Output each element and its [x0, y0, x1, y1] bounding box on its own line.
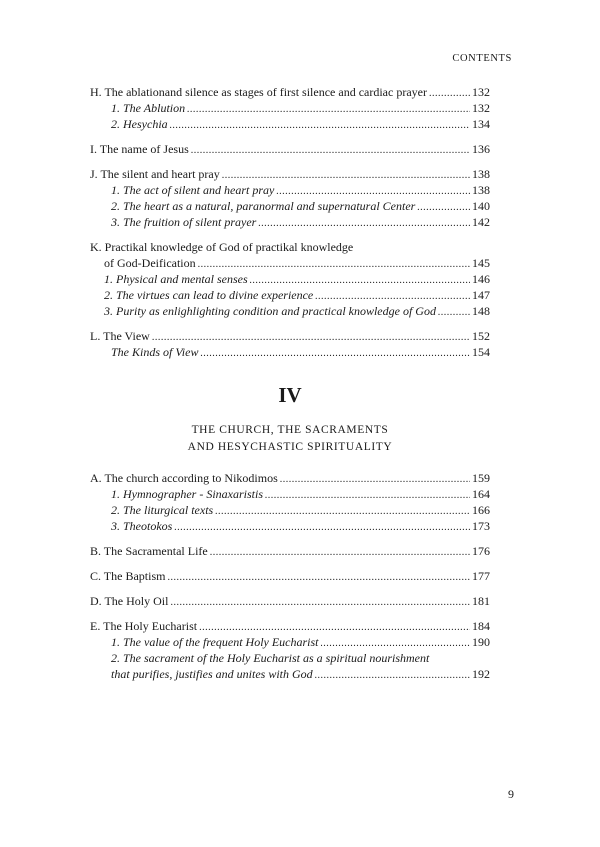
dot-leader: [321, 636, 470, 650]
toc-subentry-title: 3. Theotokos: [111, 519, 173, 533]
toc-entry-title: A. The church according to Nikodimos: [90, 471, 278, 485]
toc-subentry-page: 140: [472, 199, 490, 213]
toc-entry-b[interactable]: [90, 543, 490, 559]
toc-entry-title: L. The View: [90, 329, 150, 343]
toc-entry-j[interactable]: [90, 166, 490, 182]
toc-subentry-page: 132: [472, 101, 490, 115]
dot-leader: [187, 102, 470, 116]
toc-subentry-page: 164: [472, 487, 490, 501]
toc-entry-page: 132: [472, 85, 490, 99]
dot-leader: [199, 620, 470, 634]
toc-subentry-k3[interactable]: [90, 303, 490, 319]
toc-entry-k-line1[interactable]: K. Practikal knowledge of God of practikal knowledge: [90, 240, 354, 254]
toc-subentry-h2[interactable]: [90, 116, 490, 132]
dot-leader: [315, 289, 470, 303]
running-header: CONTENTS: [452, 53, 512, 64]
toc-subentry-l1[interactable]: [90, 344, 490, 360]
table-of-contents: [90, 84, 490, 682]
toc-entry-l[interactable]: [90, 328, 490, 344]
toc-subentry-title: 2. The liturgical texts: [111, 503, 214, 517]
section-subtitle-line2: AND HESYCHASTIC SPIRITUALITY: [187, 441, 393, 453]
dot-leader: [210, 545, 470, 559]
toc-subentry-title: 2. The virtues can lead to divine experience: [104, 288, 314, 302]
toc-entry-c[interactable]: [90, 568, 490, 584]
toc-entry-a[interactable]: [90, 470, 490, 486]
toc-entry-i[interactable]: [90, 141, 490, 157]
toc-subentry-page: 154: [472, 345, 490, 359]
toc-subentry-e2[interactable]: [90, 666, 490, 682]
dot-leader: [222, 168, 470, 182]
toc-subentry-title: 2. Hesychia: [111, 117, 168, 131]
dot-leader: [280, 472, 470, 486]
dot-leader: [170, 595, 470, 609]
toc-subentry-h1[interactable]: [90, 100, 490, 116]
dot-leader: [191, 143, 470, 157]
toc-subentry-page: 146: [472, 272, 490, 286]
dot-leader: [200, 346, 470, 360]
toc-subentry-title: 1. Physical and mental senses: [104, 272, 248, 286]
toc-entry-page: 136: [472, 142, 490, 156]
toc-subentry-title: 1. Hymnographer - Sinaxaristis: [111, 487, 263, 501]
toc-entry-e[interactable]: [90, 618, 490, 634]
dot-leader: [152, 330, 470, 344]
toc-entry-title: B. The Sacramental Life: [90, 544, 208, 558]
dot-leader: [276, 184, 470, 198]
dot-leader: [315, 668, 470, 682]
toc-entry-title: H. The ablationand silence as stages of first silence and cardiac prayer: [90, 85, 427, 99]
toc-subentry-title: 1. The value of the frequent Holy Eucharist: [111, 635, 319, 649]
dot-leader: [215, 504, 470, 518]
toc-subentry-j1[interactable]: [90, 182, 490, 198]
toc-subentry-page: 147: [472, 288, 490, 302]
toc-subentry-j2[interactable]: [90, 198, 490, 214]
toc-subentry-page: 173: [472, 519, 490, 533]
dot-leader: [198, 257, 470, 271]
dot-leader: [258, 216, 470, 230]
toc-subentry-k2[interactable]: [90, 287, 490, 303]
toc-subentry-a2[interactable]: [90, 502, 490, 518]
toc-entry-page: 138: [472, 167, 490, 181]
toc-entry-title: I. The name of Jesus: [90, 142, 189, 156]
toc-subentry-j3[interactable]: [90, 214, 490, 230]
toc-subentry-page: 190: [472, 635, 490, 649]
toc-subentry-a1[interactable]: [90, 486, 490, 502]
toc-entry-d[interactable]: [90, 593, 490, 609]
toc-subentry-e1[interactable]: [90, 634, 490, 650]
toc-entry-page: 145: [472, 256, 490, 270]
toc-subentry-page: 142: [472, 215, 490, 229]
dot-leader: [167, 570, 470, 584]
toc-subentry-title: 3. Purity as enlighlighting condition and practical knowledge of God: [104, 304, 436, 318]
toc-entry-title: C. The Baptism: [90, 569, 166, 583]
toc-entry-title: J. The silent and heart pray: [90, 167, 220, 181]
toc-entry-page: 184: [472, 619, 490, 633]
dot-leader: [438, 305, 470, 319]
toc-subentry-title: 1. The Ablution: [111, 101, 186, 115]
toc-subentry-page: 192: [472, 667, 490, 681]
toc-entry-page: 176: [472, 544, 490, 558]
page-number: 9: [508, 787, 514, 801]
toc-subentry-page: 138: [472, 183, 490, 197]
toc-entry-title: E. The Holy Eucharist: [90, 619, 198, 633]
toc-subentry-k1[interactable]: [90, 271, 490, 287]
toc-subentry-title: that purifies, justifies and unites with God: [111, 667, 313, 681]
toc-subentry-a3[interactable]: [90, 518, 490, 534]
toc-subentry-page: 166: [472, 503, 490, 517]
dot-leader: [429, 86, 470, 100]
dot-leader: [265, 488, 470, 502]
toc-subentry-page: 148: [472, 304, 490, 318]
dot-leader: [417, 200, 470, 214]
toc-entry-title: of God-Deification: [104, 256, 196, 270]
toc-entry-title: D. The Holy Oil: [90, 594, 169, 608]
toc-subentry-page: 134: [472, 117, 490, 131]
toc-entry-page: 177: [472, 569, 490, 583]
toc-subentry-e2-line1[interactable]: 2. The sacrament of the Holy Eucharist as a spiritual nourishment: [111, 651, 430, 665]
section-subtitle: [90, 422, 490, 456]
toc-entry-h[interactable]: [90, 84, 490, 100]
toc-entry-k[interactable]: [90, 255, 490, 271]
section-numeral: IV: [278, 383, 302, 407]
dot-leader: [250, 273, 470, 287]
dot-leader: [174, 520, 470, 534]
toc-subentry-title: The Kinds of View: [111, 345, 199, 359]
toc-entry-page: 181: [472, 594, 490, 608]
toc-subentry-title: 2. The heart as a natural, paranormal and supernatural Center: [111, 199, 416, 213]
toc-subentry-title: 3. The fruition of silent prayer: [111, 215, 257, 229]
section-subtitle-line1: THE CHURCH, THE SACRAMENTS: [191, 424, 389, 436]
toc-entry-page: 152: [472, 329, 490, 343]
dot-leader: [170, 118, 470, 132]
toc-subentry-title: 1. The act of silent and heart pray: [111, 183, 275, 197]
toc-entry-page: 159: [472, 471, 490, 485]
